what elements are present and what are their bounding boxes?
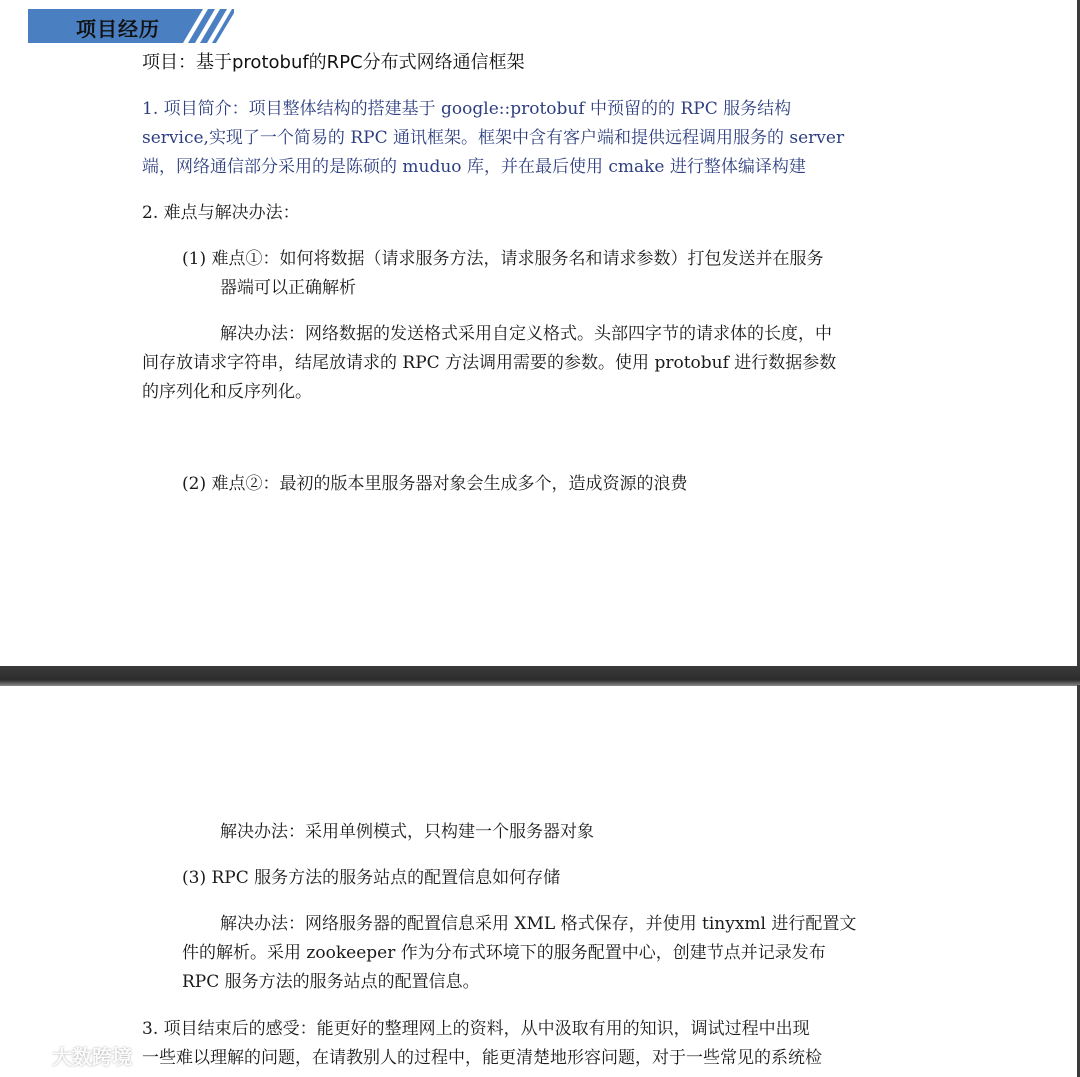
solution-3-line-2: 件的解析。采用 zookeeper 作为分布式环境下的服务配置中心，创建节点并记录发布 (182, 943, 826, 963)
weibo-logo-icon (8, 1040, 48, 1070)
section-title: 项目经历 (76, 17, 160, 41)
watermark-text: 大数跨境 (52, 1044, 132, 1069)
difficulty-3: (3) RPC 服务方法的服务站点的配置信息如何存储 (182, 868, 561, 888)
solution-2: 解决办法：采用单例模式，只构建一个服务器对象 (220, 822, 594, 842)
reflection-line-1: 3. 项目结束后的感受：能更好的整理网上的资料，从中汲取有用的知识，调试过程中出现 (142, 1019, 810, 1039)
solution-3-line-1: 解决办法：网络服务器的配置信息采用 XML 格式保存，并使用 tinyxml 进行配置文 (220, 914, 857, 934)
watermark (8, 1040, 132, 1070)
difficulty-1-line-2: 器端可以正确解析 (220, 278, 356, 298)
intro-line-3: 端，网络通信部分采用的是陈硕的 muduo 库，并在最后使用 cmake 进行整体编译构建 (142, 157, 806, 177)
difficulty-1-line-1: (1) 难点①：如何将数据（请求服务方法，请求服务名和请求参数）打包发送并在服务 (182, 249, 824, 269)
solution-1-line-1: 解决办法：网络数据的发送格式采用自定义格式。头部四字节的请求体的长度，中 (220, 324, 832, 344)
solution-3-line-3: RPC 服务方法的服务站点的配置信息。 (182, 972, 480, 992)
difficulty-heading: 2. 难点与解决办法： (142, 203, 300, 223)
section-banner (28, 9, 234, 43)
project-title: 项目：基于protobuf的RPC分布式网络通信框架 (142, 52, 525, 73)
page-separator (0, 666, 1080, 686)
intro-line-1: 1. 项目简介：项目整体结构的搭建基于 google::protobuf 中预留的的 RPC 服务结构 (142, 99, 792, 119)
solution-1-line-2: 间存放请求字符串，结尾放请求的 RPC 方法调用需要的参数。使用 protobuf 进行数据参数 (142, 353, 837, 373)
reflection-line-2: 一些难以理解的问题，在请教别人的过程中，能更清楚地形容问题，对于一些常见的系统检 (142, 1048, 822, 1068)
solution-1-line-3: 的序列化和反序列化。 (142, 382, 312, 402)
difficulty-2: (2) 难点②：最初的版本里服务器对象会生成多个，造成资源的浪费 (182, 474, 688, 494)
intro-line-2: service,实现了一个简易的 RPC 通讯框架。框架中含有客户端和提供远程调用服务的 server (142, 128, 845, 148)
